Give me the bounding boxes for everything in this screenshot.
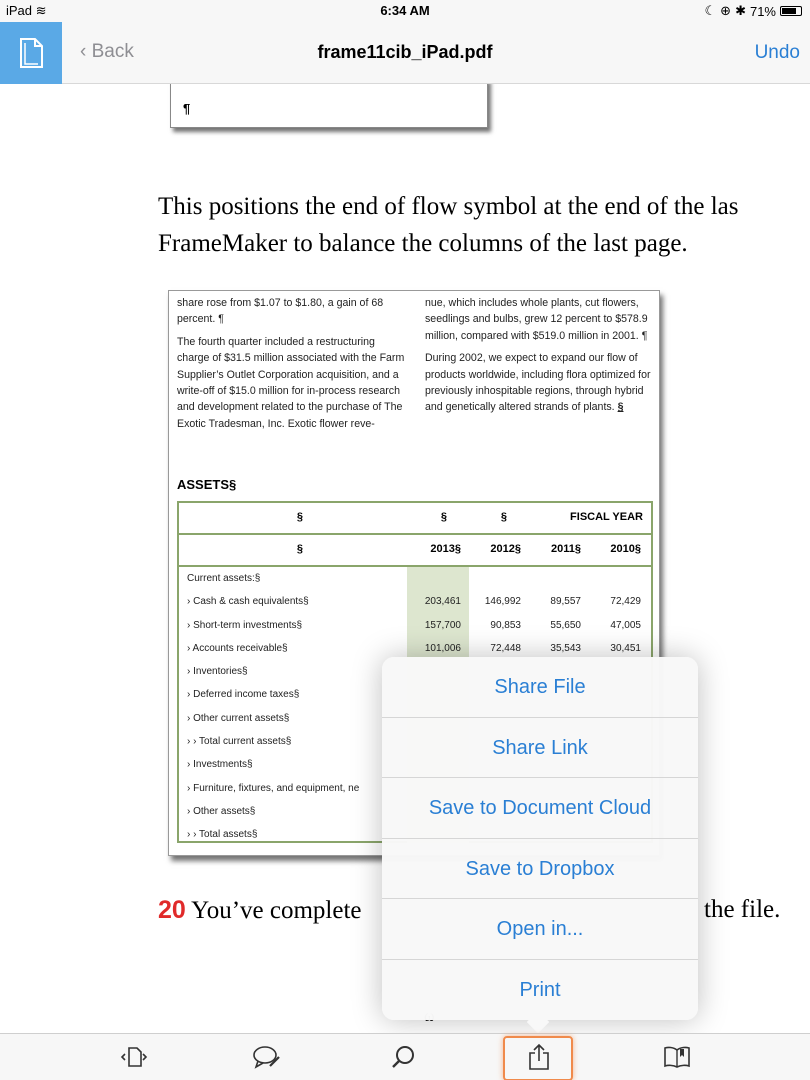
figure-column-right [425,295,657,422]
battery-percent: 71% [749,3,776,19]
row-label: › Other assets§ [187,805,256,817]
print-option[interactable]: Print [519,978,561,1001]
row-label: › › Total current assets§ [187,736,292,748]
row-value: 101,006 [424,642,461,654]
row-value: 203,461 [424,596,461,608]
row-label: › Investments§ [187,759,253,771]
end-of-flow-mark: ¶ [183,101,191,116]
paragraph-line: FrameMaker to balance the columns of the last page. [158,230,688,257]
row-value: 72,448 [490,642,521,654]
table-header-row [179,503,651,535]
row-label: › Inventories§ [187,666,248,678]
step-number: 20 [158,896,186,924]
row-value: 157,700 [424,619,461,631]
share-link-option[interactable]: Share Link [382,718,698,779]
table-row [179,614,651,637]
row-label: › Cash & cash equivalents§ [187,596,309,608]
document-title: frame11cib_iPad.pdf [317,42,493,62]
header-cell: 2012§ [490,543,521,555]
figure-column-left [177,295,409,438]
row-label: › Short-term investments§ [187,619,303,631]
row-value: 30,451 [610,642,641,654]
status-bar [0,0,810,22]
share-button[interactable] [524,1042,554,1072]
battery-icon [780,6,802,16]
row-value: 35,543 [550,642,581,654]
figure-text: During 2002, we expect to expand our flow of products worldwide, including flora optimized for previously inhospitable regions, through hybrid and genetically altered strands of plants. § [425,352,651,414]
comment-button[interactable] [252,1042,282,1072]
search-icon [391,1044,417,1070]
header-cell: 2013§ [430,543,461,555]
share-file-option[interactable]: Share File [382,657,698,718]
row-value: 55,650 [550,619,581,631]
figure-snippet-top [170,84,488,128]
search-button[interactable] [389,1042,419,1072]
table-row [179,590,651,613]
back-label: Back [91,41,134,62]
step-text-end: the file. [704,896,781,923]
step-text: You’ve complete [191,897,362,924]
bookmark-button[interactable] [662,1042,692,1072]
share-popover [382,657,698,1020]
paragraph-line: This positions the end of flow symbol at the end of the las [158,193,739,220]
figure-text: The fourth quarter included a restructuring charge of $31.5 million associated with the Farm Supplier’s Outlet Corporation acquisition, and a write-off of $15.0 million for in-process research and development related to the purchase of The Exotic Tradesman, Inc. Exotic flower reve- [177,335,405,430]
status-device: iPad ≋ [6,3,47,18]
header-cell: § [500,511,507,523]
page-navigate-button[interactable] [119,1042,149,1072]
row-value: 90,853 [490,619,521,631]
save-to-dropbox-option[interactable]: Save to Dropbox [382,839,698,900]
share-icon [527,1043,551,1071]
save-to-document-cloud-option[interactable]: Save to Document Cloud [382,778,698,839]
header-cell: 2010§ [610,543,641,555]
bottom-toolbar [0,1033,810,1080]
bluetooth-icon: ✱ [735,3,746,18]
assets-heading: ASSETS§ [177,477,237,492]
row-value: 89,557 [550,596,581,608]
header-cell: 2011§ [551,543,581,555]
step-paragraph [158,896,362,925]
header-cell: § [296,543,303,555]
chevron-left-icon: ‹ [80,41,87,62]
row-value: 47,005 [610,619,641,631]
navigation-bar [0,22,810,84]
wifi-icon: ≋ [35,3,47,18]
header-cell: § [296,511,303,523]
row-label: › Deferred income taxes§ [187,689,300,701]
table-header-row [179,535,651,567]
figure-text: nue, which includes whole plants, cut flowers, seedlings and bulbs, grew 12 percent to $578.9 million, compared with $519.0 million in 2001. ¶ [425,297,648,342]
lock-rotation-icon: ⊕ [720,3,732,18]
header-cell: FISCAL YEAR [570,511,643,523]
page-navigate-icon [120,1045,148,1069]
row-label: › › Total assets§ [187,829,258,841]
undo-button[interactable]: Undo [754,42,800,63]
header-cell: § [440,511,447,523]
status-time: 6:34 AM [380,3,430,18]
status-right [705,3,803,19]
table-row [179,567,651,590]
comment-icon [252,1044,282,1070]
row-label: Current assets:§ [187,573,261,584]
row-label: › Accounts receivable§ [187,642,288,654]
row-value: 146,992 [484,596,521,608]
moon-icon: ☾ [704,3,717,18]
figure-text: share rose from $1.07 to $1.80, a gain of 68 percent. ¶ [177,297,384,326]
open-in-option[interactable]: Open in... [382,899,698,960]
row-value: 72,429 [610,596,641,608]
body-paragraph [158,188,810,262]
bookmark-book-icon [663,1045,691,1069]
row-label: › Other current assets§ [187,712,290,724]
row-label: › Furniture, fixtures, and equipment, ne [187,782,360,794]
